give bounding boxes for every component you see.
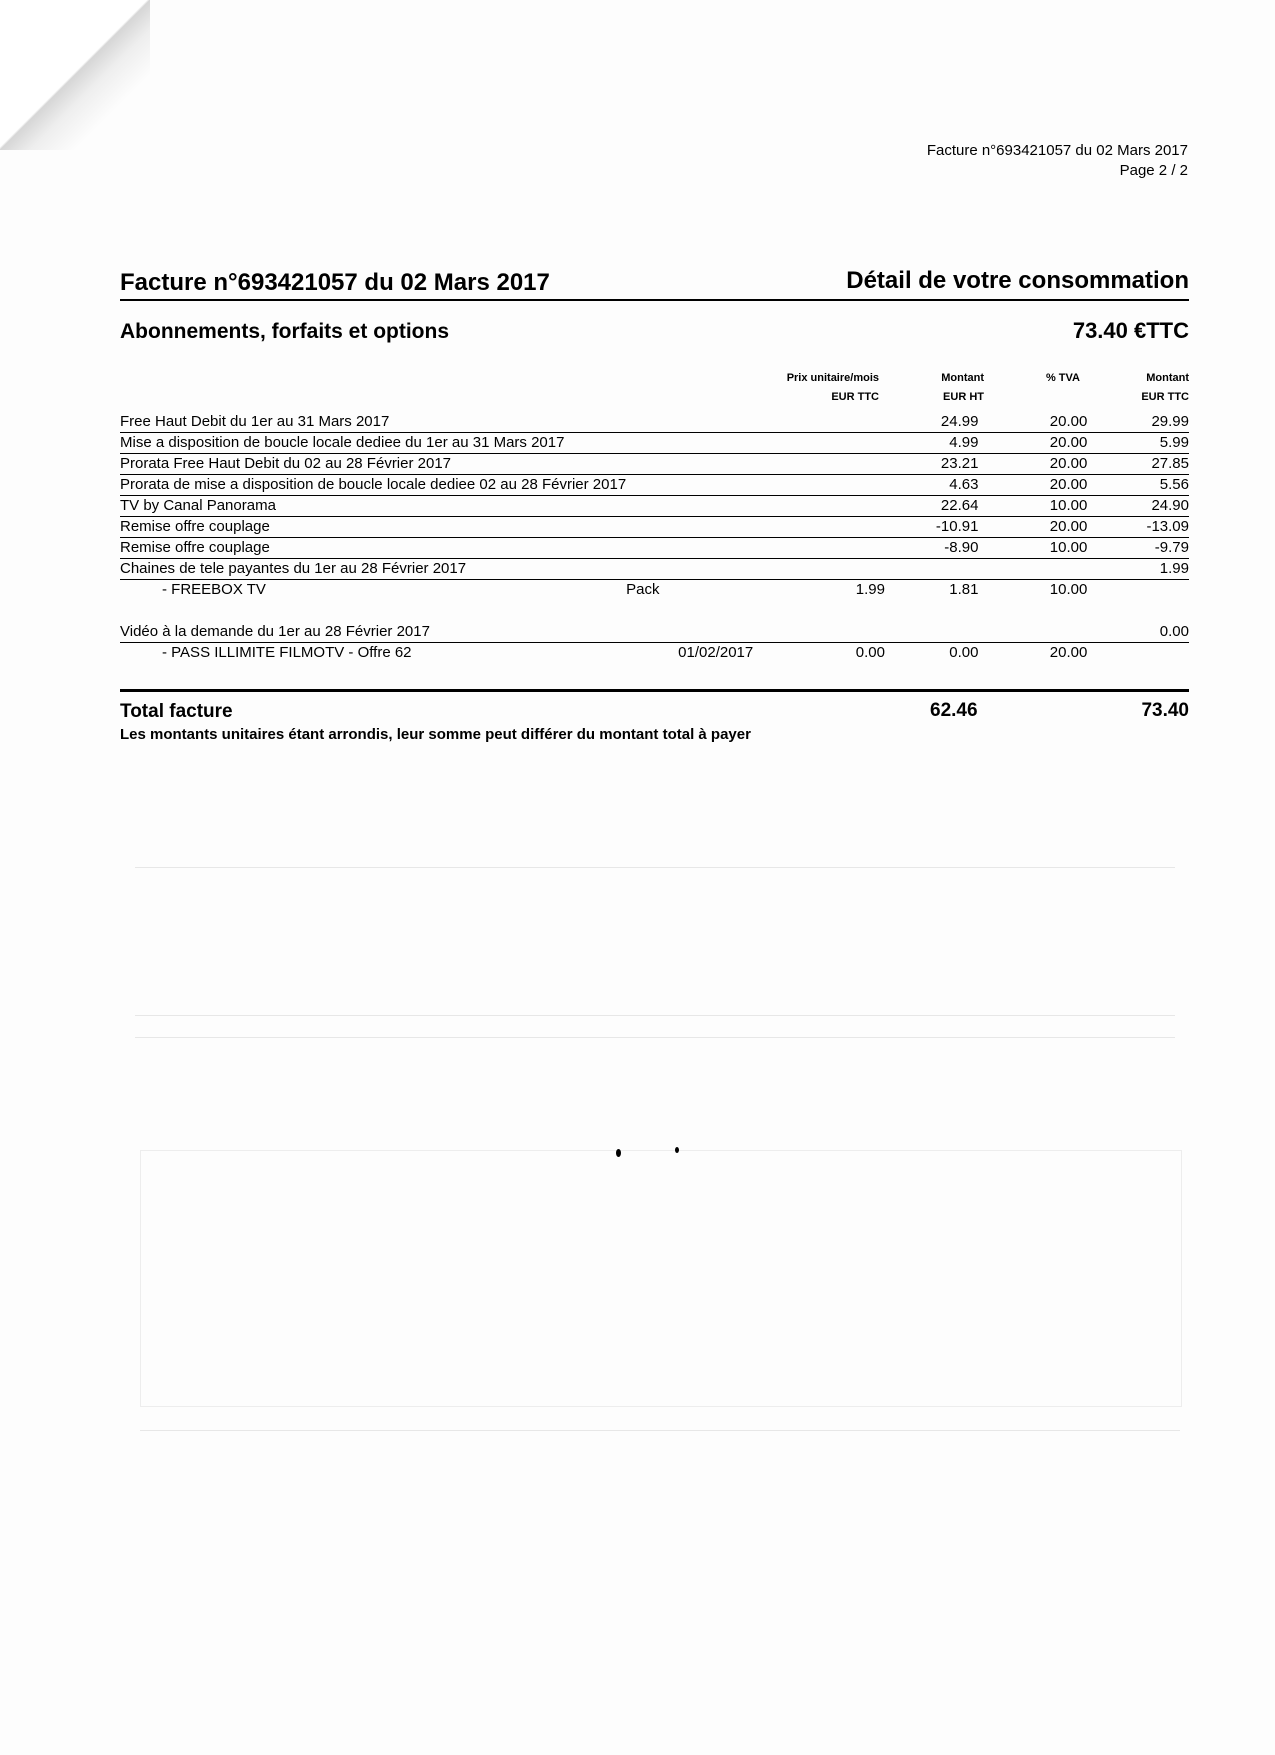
table-spacer-row <box>120 600 1189 622</box>
col-header-amount-ht: Montant EUR HT <box>941 372 984 403</box>
folded-corner-shade <box>0 0 150 150</box>
invoice-title: Facture n°693421057 du 02 Mars 2017 <box>120 269 550 296</box>
section-amount: 73.40 €TTC <box>1072 318 1189 343</box>
total-label: Total facture <box>120 701 233 722</box>
table-row: - FREEBOX TV Pack 1.99 1.81 10.00 <box>162 581 1088 598</box>
table-row: Remise offre couplage -10.91 20.00 -13.09 <box>120 517 1189 538</box>
rounding-note: Les montants unitaires étant arrondis, leur somme peut différer du montant total à payer <box>120 726 751 743</box>
detail-title: Détail de votre consommation <box>846 267 1189 294</box>
page-header <box>927 141 1188 181</box>
table-row: Mise a disposition de boucle locale dediee du 1er au 31 Mars 2017 4.99 20.00 5.99 <box>120 433 1189 454</box>
table-row: Prorata Free Haut Debit du 02 au 28 Février 2017 23.21 20.00 27.85 <box>120 454 1189 475</box>
table-row: - PASS ILLIMITE FILMOTV - Offre 62 01/02/2017 0.00 0.00 20.00 <box>162 644 1088 661</box>
table-row: Prorata de mise a disposition de boucle locale dediee 02 au 28 Février 2017 4.63 20.00 5.56 <box>120 475 1189 496</box>
bleed-through-rule <box>135 867 1175 868</box>
table-row: Vidéo à la demande du 1er au 28 Février 2017 0.00 <box>120 622 1189 643</box>
bleed-through-rule <box>135 1015 1175 1016</box>
table-row: TV by Canal Panorama 22.64 10.00 24.90 <box>120 496 1189 517</box>
total-amount-ttc: 73.40 <box>1141 700 1189 721</box>
title-divider <box>120 299 1189 301</box>
bleed-through-rule <box>135 1037 1175 1038</box>
total-divider <box>120 689 1189 692</box>
page-number: Page 2 / 2 <box>1119 162 1188 179</box>
table-row: Chaines de tele payantes du 1er au 28 Février 2017 1.99 <box>120 559 1189 580</box>
col-header-unit-price: Prix unitaire/mois EUR TTC <box>786 372 879 403</box>
consumption-table <box>120 412 1189 663</box>
col-header-amount-ttc: Montant EUR TTC <box>1141 372 1189 403</box>
table-row: Free Haut Debit du 1er au 31 Mars 2017 24.99 20.00 29.99 <box>120 412 1189 433</box>
scan-speck <box>675 1147 679 1153</box>
col-header-vat: % TVA <box>1045 372 1080 384</box>
bleed-through-box <box>140 1150 1182 1407</box>
section-label: Abonnements, forfaits et options <box>120 320 450 343</box>
bleed-through-rule <box>140 1430 1180 1431</box>
table-row: Remise offre couplage -8.90 10.00 -9.79 <box>120 538 1189 559</box>
header-invoice-ref: Facture n°693421057 du 02 Mars 2017 <box>926 142 1188 159</box>
total-amount-ht: 62.46 <box>930 700 978 721</box>
scan-speck <box>616 1149 621 1157</box>
